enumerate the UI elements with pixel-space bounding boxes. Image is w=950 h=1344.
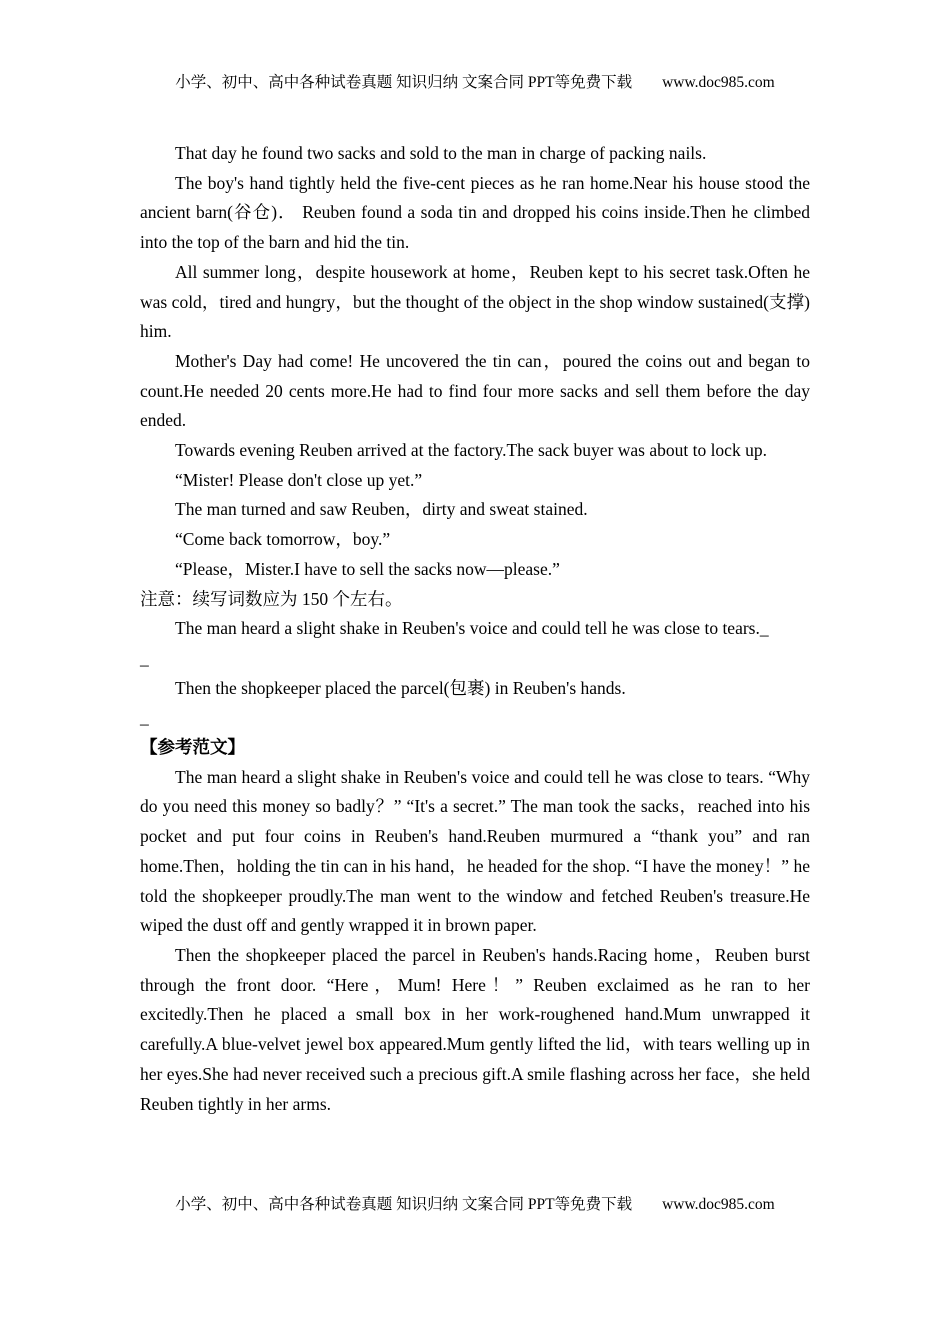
paragraph: That day he found two sacks and sold to the man in charge of packing nails. (175, 143, 707, 163)
paragraph: The man turned and saw Reuben，dirty and sweat stained. (175, 499, 588, 520)
header-site-slogan: 小学、初中、高中各种试卷真题 知识归纳 文案合同 PPT等免费下载 (175, 74, 633, 91)
header-site-url[interactable]: www.doc985.com (662, 74, 775, 91)
footer-site-slogan: 小学、初中、高中各种试卷真题 知识归纳 文案合同 PPT等免费下载 (175, 1196, 633, 1213)
paragraph: The man heard a slight shake in Reuben's voice and could tell he was close to tears._ (175, 618, 769, 639)
paragraph: Then the shopkeeper placed the parcel(包裹) in Reuben's hands. (175, 677, 626, 698)
document-body (140, 139, 810, 1119)
paragraph: The man heard a slight shake in Reuben's voice and could tell he was close to tears. “Why do you need this money so badly？” “It's a secret.” The man took the sacks，reached into his pocket and put four coins in Reuben's hand.Reuben murmured a “thank you” and ran home.Then，holding the tin can in his hand，he headed for the shop. “I have the money！” he told the shopkeeper proudly.The man went to the window and fetched Reuben's treasure.He wiped the dust off and gently wrapped it in brown paper. (140, 766, 810, 936)
page-header (0, 70, 950, 92)
section-heading: 【参考范文】 (140, 737, 245, 758)
paragraph: _ (140, 707, 149, 728)
paragraph: 注意：续写词数应为 150 个左右。 (140, 588, 403, 609)
paragraph: _ (140, 647, 149, 668)
paragraph: “Come back tomorrow，boy.” (175, 529, 391, 550)
paragraph: “Please，Mister.I have to sell the sacks now—please.” (175, 558, 560, 579)
paragraph: “Mister! Please don't close up yet.” (175, 469, 423, 490)
paragraph: All summer long，despite housework at home，Reuben kept to his secret task.Often he was cold，tired and hungry，but the thought of the object in the shop window sustained(支撑) him. (140, 261, 810, 342)
footer-site-url[interactable]: www.doc985.com (662, 1196, 775, 1213)
paragraph: Mother's Day had come! He uncovered the tin can，poured the coins out and began to count.He needed 20 cents more.He had to find four more sacks and sell them before the day ended. (140, 350, 810, 431)
paragraph: Then the shopkeeper placed the parcel in Reuben's hands.Racing home，Reuben burst through the front door. “Here，Mum! Here！” Reuben exclaimed as he ran to her excitedly.Then he placed a small box in her work-roughened hand.Mum unwrapped it carefully.A blue-velvet jewel box appeared.Mum gently lifted the lid，with tears welling up in her eyes.She had never received such a precious gift.A smile flashing across her face，she held Reuben tightly in her arms. (140, 944, 810, 1114)
paragraph: Towards evening Reuben arrived at the factory.The sack buyer was about to lock up. (175, 440, 767, 461)
paragraph: The boy's hand tightly held the five-cent pieces as he ran home.Near his house stood the ancient barn(谷仓)． Reuben found a soda tin and dropped his coins inside.Then he climbed into the top of the barn and hid the tin. (140, 172, 810, 253)
page-footer (0, 1192, 950, 1214)
